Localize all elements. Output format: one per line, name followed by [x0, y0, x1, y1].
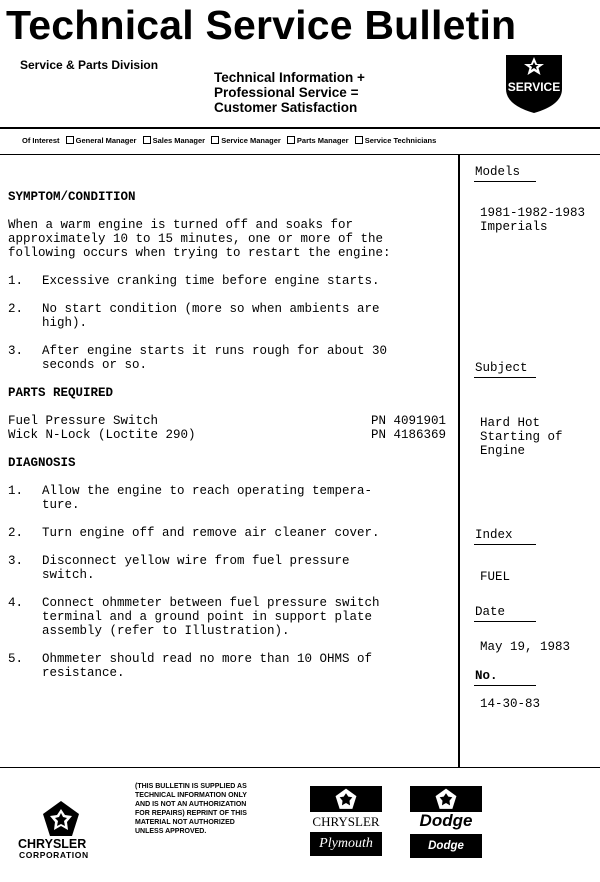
list-item: [8, 484, 450, 512]
subject-label: Subject: [475, 361, 528, 375]
pentastar-icon: [435, 788, 457, 810]
bulletin-body: [8, 190, 450, 680]
checkbox-icon[interactable]: [211, 136, 219, 144]
number-underline: [474, 685, 536, 686]
footer-divider: [0, 767, 600, 768]
list-text: switch.: [42, 568, 95, 582]
interest-divider: [0, 154, 600, 155]
list-text: Ohmmeter should read no more than 10 OHMS of: [42, 652, 373, 666]
dodge-brand-label: Dodge: [419, 811, 473, 830]
date-value: May 19, 1983: [480, 640, 571, 654]
list-text: seconds or so.: [42, 358, 148, 372]
interest-option: General Manager: [75, 136, 137, 145]
list-number: 1.: [8, 274, 24, 288]
part-number: PN 4186369: [370, 428, 446, 442]
column-divider: [458, 155, 460, 767]
symptom-text: When a warm engine is turned off and soaks for: [8, 218, 354, 232]
list-text: ture.: [42, 498, 80, 512]
list-number: 3.: [8, 344, 24, 358]
disclaimer-line: MATERIAL NOT AUTHORIZED: [135, 819, 235, 826]
division-label: Service & Parts Division: [20, 58, 159, 72]
number-label: No.: [475, 669, 498, 683]
tagline-line: Technical Information +: [214, 70, 365, 85]
list-text: Connect ohmmeter between fuel pressure switch: [42, 596, 380, 610]
date-underline: [474, 621, 536, 622]
part-name: Wick N-Lock (Loctite 290): [8, 428, 196, 442]
list-text: After engine starts it runs rough for about 30: [42, 344, 388, 358]
subject-line: Starting of: [480, 430, 563, 444]
interest-option: Service Technicians: [364, 136, 437, 145]
list-number: 5.: [8, 652, 24, 666]
disclaimer: [135, 782, 247, 836]
tagline-line: Professional Service =: [214, 85, 359, 100]
tagline-line: Customer Satisfaction: [214, 100, 358, 115]
header-divider: [0, 127, 600, 129]
checkbox-icon[interactable]: [287, 136, 295, 144]
list-number: 3.: [8, 554, 24, 568]
index-label: Index: [475, 528, 513, 542]
checkbox-icon[interactable]: [143, 136, 151, 144]
disclaimer-line: TECHNICAL INFORMATION ONLY: [135, 792, 247, 799]
part-row: [8, 428, 446, 442]
list-item: [8, 274, 450, 288]
models-line: 1981-1982-1983: [480, 206, 586, 220]
list-number: 2.: [8, 302, 24, 316]
list-item: [8, 596, 450, 638]
interest-option: Parts Manager: [296, 136, 349, 145]
subject-line: Hard Hot: [480, 416, 541, 430]
part-row: [8, 414, 446, 428]
list-item: [8, 554, 450, 582]
bulletin-title: Technical Service Bulletin: [6, 2, 517, 48]
disclaimer-line: UNLESS APPROVED.: [135, 828, 207, 835]
interest-bar: [22, 136, 436, 145]
disclaimer-line: (THIS BULLETIN IS SUPPLIED AS: [135, 783, 247, 790]
index-underline: [474, 544, 536, 545]
subject-line: Engine: [480, 444, 526, 458]
models-line: Imperials: [480, 220, 548, 234]
part-name: Fuel Pressure Switch: [8, 414, 159, 428]
subject-value: [480, 416, 563, 458]
symptom-text: approximately 10 to 15 minutes, one or more of the: [8, 232, 384, 246]
service-badge-label: SERVICE: [507, 80, 561, 94]
chrysler-brand-badge: [310, 786, 382, 812]
list-text: Allow the engine to reach operating tempera-: [42, 484, 373, 498]
subject-underline: [474, 377, 536, 378]
models-underline: [474, 181, 536, 182]
list-number: 1.: [8, 484, 24, 498]
disclaimer-line: AND IS NOT AN AUTHORIZATION: [135, 801, 247, 808]
list-text: assembly (refer to Illustration).: [42, 624, 290, 638]
interest-option: Service Manager: [221, 136, 281, 145]
list-text: Turn engine off and remove air cleaner cover.: [42, 526, 380, 540]
diagnosis-heading: DIAGNOSIS: [8, 456, 76, 470]
list-text: Disconnect yellow wire from fuel pressure: [42, 554, 350, 568]
list-number: 4.: [8, 596, 24, 610]
checkbox-icon[interactable]: [355, 136, 363, 144]
list-text: high).: [42, 316, 88, 330]
corp-name: CHRYSLER: [18, 837, 87, 851]
models-value: [480, 206, 585, 234]
chrysler-brand-label: CHRYSLER: [312, 814, 380, 829]
list-text: terminal and a ground point in support plate: [42, 610, 373, 624]
parts-heading: PARTS REQUIRED: [8, 386, 114, 400]
index-value: FUEL: [480, 570, 511, 584]
corp-sub: CORPORATION: [19, 850, 89, 860]
number-value: 14-30-83: [480, 697, 541, 711]
symptom-heading: SYMPTOM/CONDITION: [8, 190, 136, 204]
service-shield-icon: [503, 53, 565, 115]
list-text: resistance.: [42, 666, 125, 680]
symptom-text: following occurs when trying to restart the engine:: [8, 246, 391, 260]
list-number: 2.: [8, 526, 24, 540]
date-label: Date: [475, 605, 506, 619]
part-number: PN 4091901: [370, 414, 446, 428]
list-item: [8, 344, 450, 372]
tagline: [214, 70, 365, 115]
pentastar-icon: [335, 788, 357, 810]
interest-label: Of Interest: [22, 136, 60, 145]
plymouth-brand-badge: Plymouth: [310, 832, 382, 856]
interest-option: Sales Manager: [152, 136, 206, 145]
list-text: No start condition (more so when ambients are: [42, 302, 380, 316]
checkbox-icon[interactable]: [66, 136, 74, 144]
models-label: Models: [475, 165, 521, 179]
disclaimer-line: FOR REPAIRS) REPRINT OF THIS: [135, 810, 247, 817]
list-item: [8, 652, 450, 680]
dodge-trucks-badge: Dodge Trucks: [410, 834, 482, 858]
list-item: [8, 526, 450, 540]
dodge-brand-badge: [410, 786, 482, 812]
list-item: [8, 302, 450, 330]
list-text: Excessive cranking time before engine starts.: [42, 274, 380, 288]
pentastar-icon: [42, 800, 80, 838]
